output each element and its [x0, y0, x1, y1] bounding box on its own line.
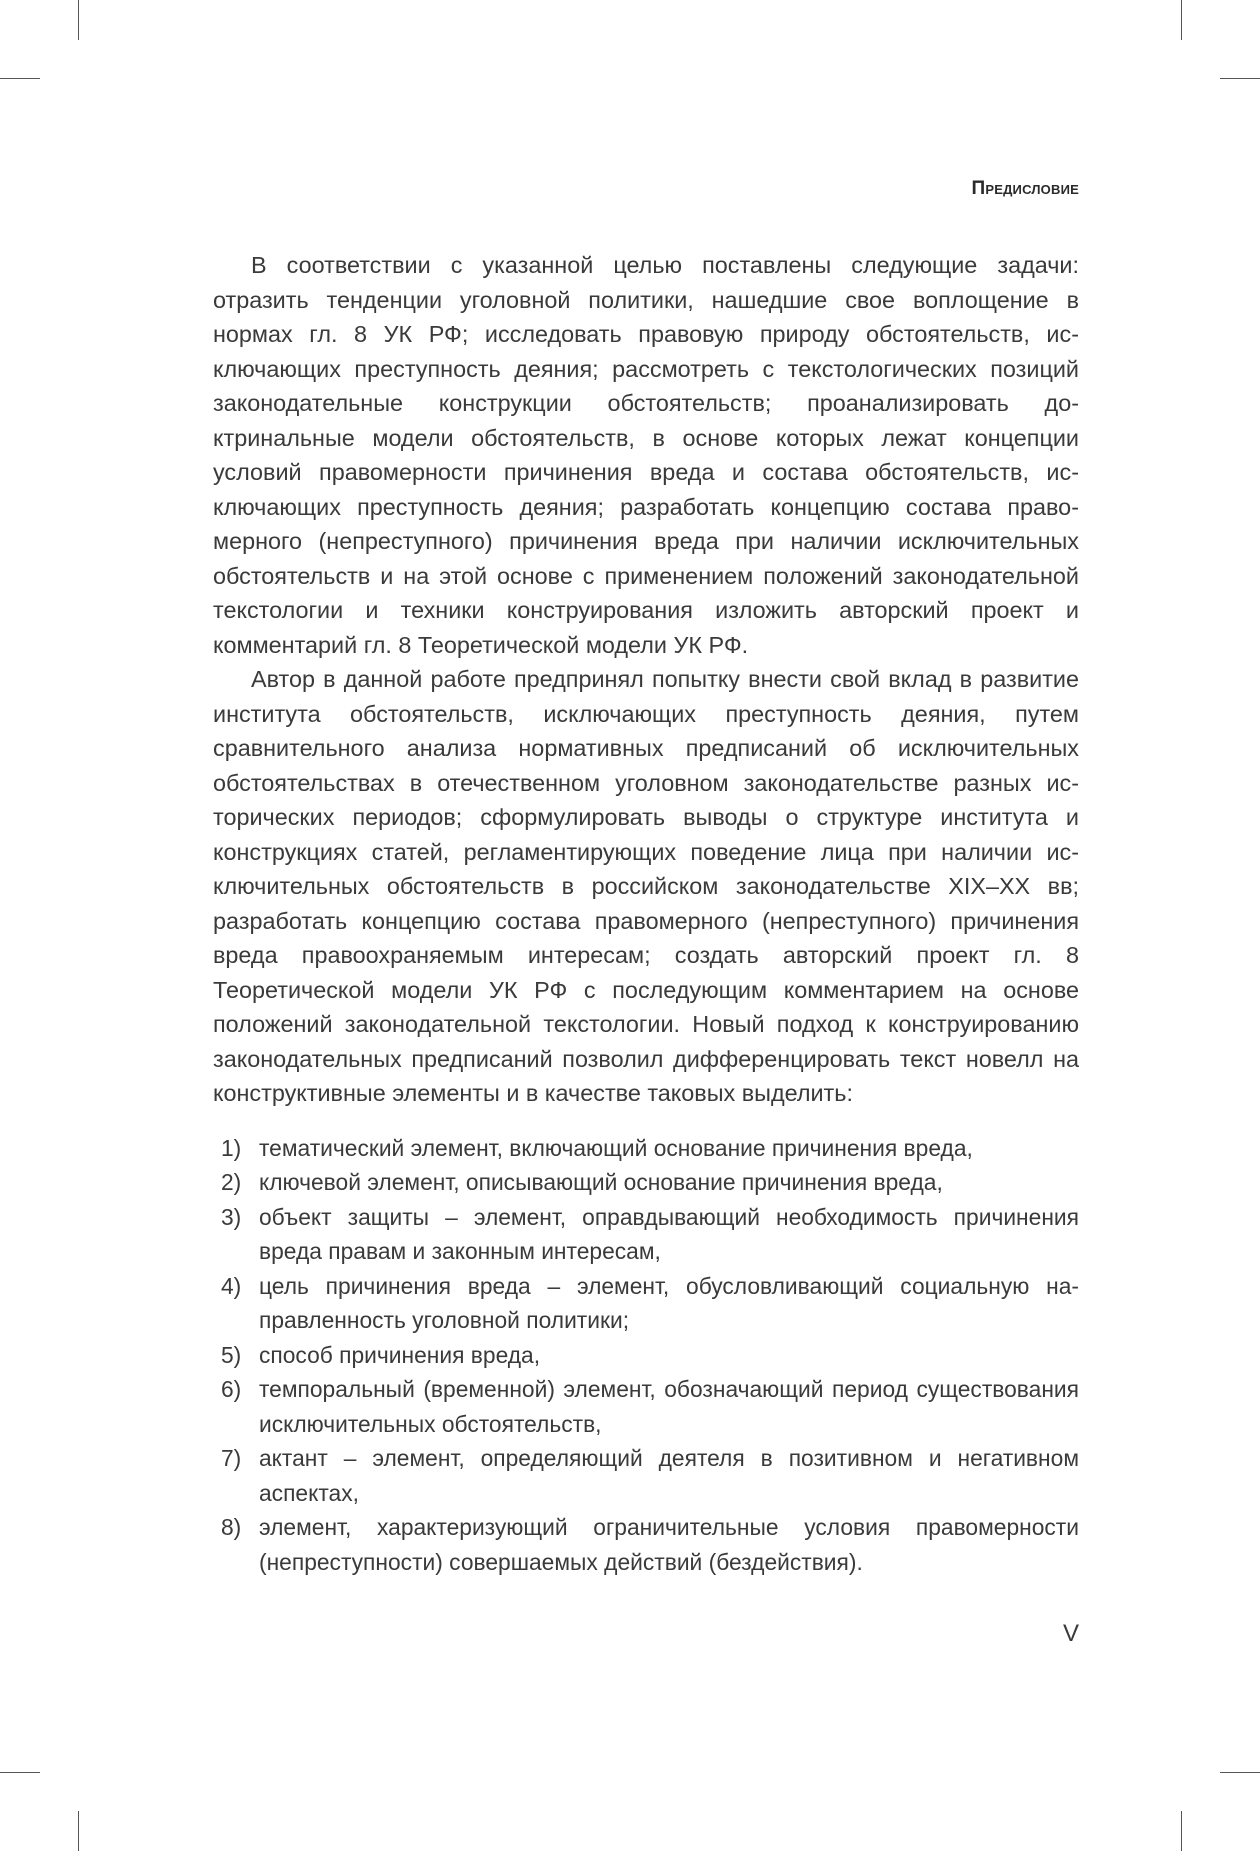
list-item-number: 2) — [221, 1169, 242, 1195]
list-item-number: 4) — [221, 1272, 242, 1299]
crop-mark-bottom-right — [1181, 1811, 1182, 1851]
list-item — [213, 1165, 1079, 1200]
crop-mark-bottom-left-h — [0, 1772, 40, 1773]
list-item-number: 5) — [221, 1341, 242, 1368]
list-item — [213, 1131, 1079, 1166]
list-item — [213, 1441, 1079, 1510]
list-item — [213, 1338, 1079, 1373]
page-number: V — [1062, 1620, 1079, 1647]
paragraph-contribution: Автор в данной работе предпринял попытку внести свой вклад в развитие института обстоятельств, исключающих преступность деяния, путем сравнительного анализа нормативных предписаний об исключительных обстоятельствах в отечественном уголовном законодательстве разных исторических периодов; сформулировать выводы о структуре института и конструкциях статей, регламентирующих поведение лица при наличии исключительных обстоятельств в российском законодательстве XIX–XX вв; разработать концепцию состава правомерного (непреступного) причинения вреда правоохраняемым интересам; создать авторский проект гл. 8 Теоретической модели УК РФ с последующим комментарием на основе положений законодательной текстологии. Новый подход к конструированию законодательных предписаний позволил дифференцировать текст новелл на конструктивные элементы и в качестве таковых выделить: — [213, 666, 1079, 1106]
list-item-number: 7) — [221, 1445, 242, 1471]
list-item — [213, 1200, 1079, 1269]
list-item-number: 1) — [221, 1134, 242, 1161]
list-item — [213, 1510, 1079, 1579]
list-item-text: способ причинения вреда, — [259, 1341, 541, 1368]
list-item — [213, 1372, 1079, 1441]
crop-mark-top-right — [1181, 0, 1182, 40]
list-item-number: 6) — [221, 1376, 242, 1402]
elements-list — [213, 1131, 1079, 1580]
list-item-text: тематический элемент, включающий основание причинения вреда, — [259, 1134, 973, 1161]
list-item-text: ключевой элемент, описывающий основание причинения вреда, — [259, 1169, 943, 1195]
crop-mark-top-left — [78, 0, 79, 40]
crop-mark-top-right-h — [1220, 78, 1260, 79]
list-item-number: 3) — [221, 1203, 242, 1230]
crop-mark-bottom-left — [78, 1811, 79, 1851]
page-body — [213, 248, 1079, 1579]
list-item-text: актант – элемент, определяющий деятеля в позитивном и негативном аспектах, — [259, 1445, 1079, 1506]
running-header: Предисловие — [971, 178, 1079, 199]
paragraph-tasks: В соответствии с указанной целью поставлены следующие задачи: отразить тенденции уголовной политики, нашедшие свое воплощение в нормах гл. 8 УК РФ; исследовать правовую природу обстоятельств, исключающих преступность деяния; рассмотреть с текстологических позиций законодательные конструкции обстоятельств; проанализировать доктринальные модели обстоятельств, в основе которых лежат концепции условий правомерности причинения вреда и состава обстоятельств, исключающих преступность деяния; разработать концепцию состава правомерного (непреступного) причинения вреда при наличии исключительных обстоятельств и на этой основе с применением положений законодательной текстологии и техники конструирования изложить авторский проект и комментарий гл. 8 Теоретической модели УК РФ. — [213, 252, 1079, 658]
list-item-text: элемент, характеризующий ограничительные условия правомерности (непреступности) совершаемых действий (бездействия). — [259, 1514, 1079, 1575]
list-item-text: темпоральный (временной) элемент, обозначающий период существования исключительных обстоятельств, — [259, 1376, 1079, 1437]
list-item-number: 8) — [221, 1514, 242, 1540]
list-item-text: цель причинения вреда – элемент, обусловливающий социальную направленность уголовной политики; — [259, 1272, 1079, 1333]
list-item-text: объект защиты – элемент, оправдывающий необходимость причинения вреда правам и законным интересам, — [259, 1203, 1079, 1264]
crop-mark-bottom-right-h — [1220, 1772, 1260, 1773]
crop-mark-top-left-h — [0, 78, 40, 79]
list-item — [213, 1269, 1079, 1338]
